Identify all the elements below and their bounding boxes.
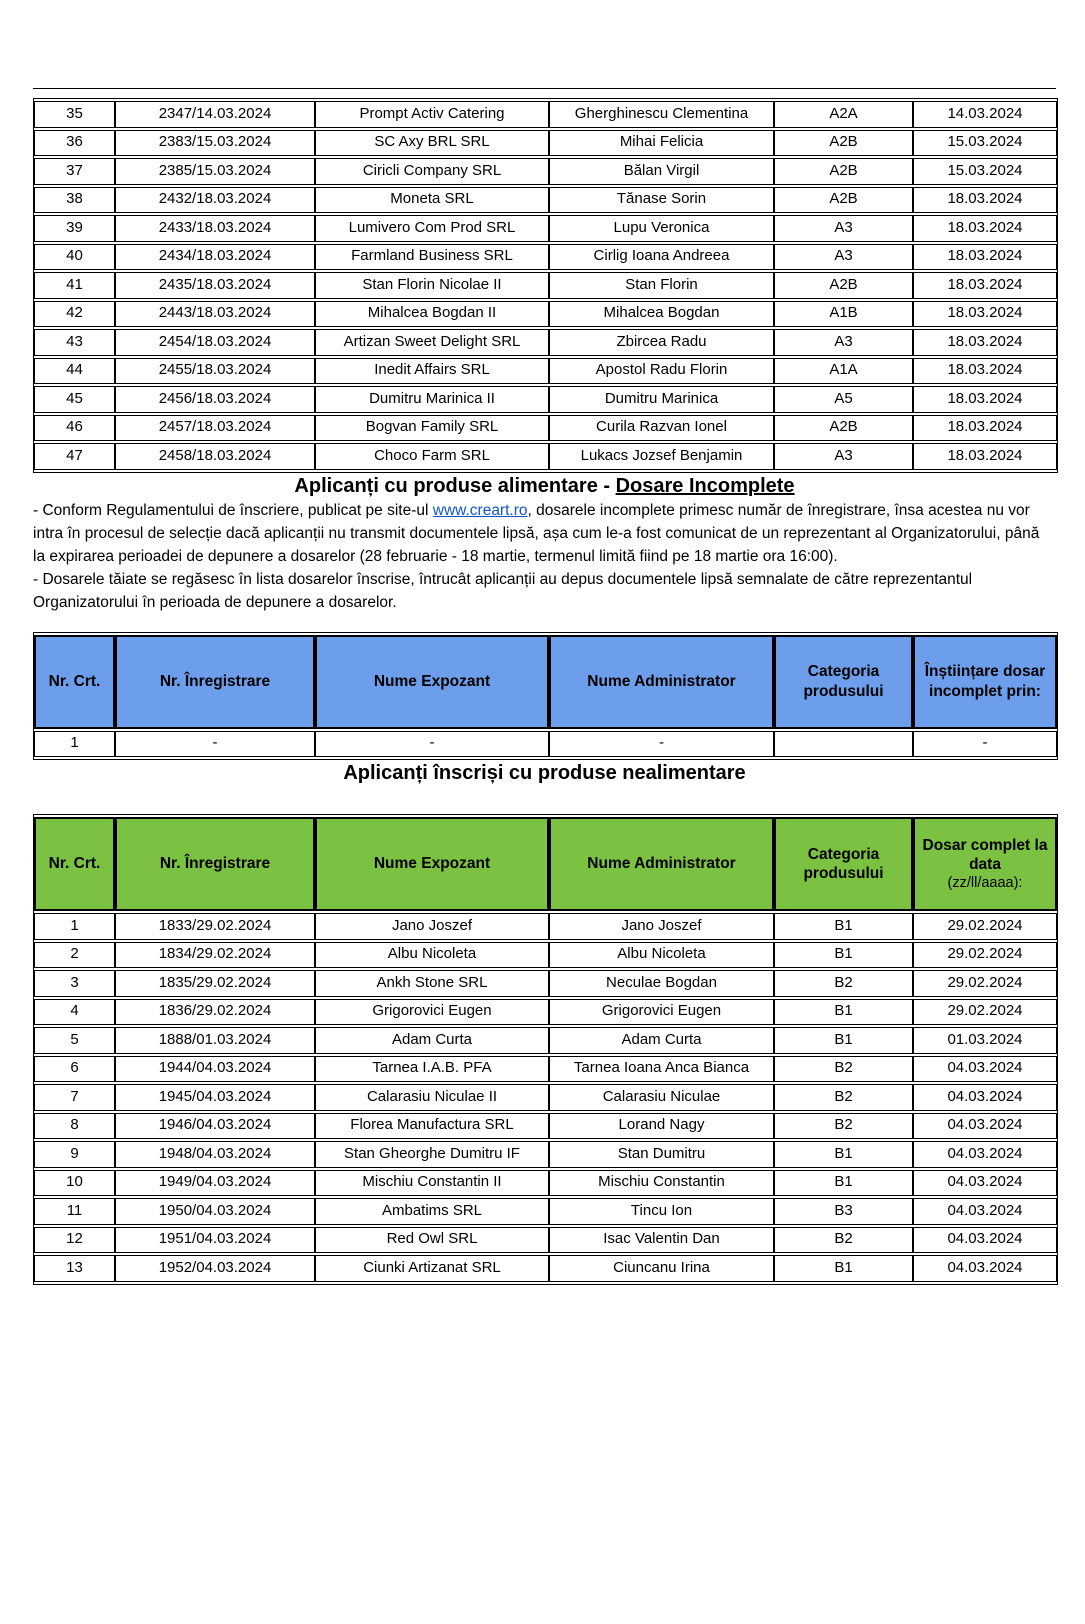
table-cell: Ambatims SRL <box>315 1198 549 1225</box>
table-row <box>34 272 1057 299</box>
table-cell: Stan Florin Nicolae II <box>315 272 549 299</box>
table-cell: Tănase Sorin <box>549 187 774 214</box>
table-cell: Gherghinescu Clementina <box>549 101 774 128</box>
table-cell: Calarasiu Niculae <box>549 1084 774 1111</box>
table-cell: Red Owl SRL <box>315 1227 549 1254</box>
table-cell: 18.03.2024 <box>913 215 1057 242</box>
table-cell: B2 <box>774 1113 913 1140</box>
table-row <box>34 1141 1057 1168</box>
table-cell: Adam Curta <box>315 1027 549 1054</box>
table-cell: Mischiu Constantin <box>549 1170 774 1197</box>
heading-incomplete-dossiers <box>33 473 1056 499</box>
table-cell: 18.03.2024 <box>913 386 1057 413</box>
table-row <box>34 1198 1057 1225</box>
table-cell: Isac Valentin Dan <box>549 1227 774 1254</box>
table-row <box>34 158 1057 185</box>
table-cell: 18.03.2024 <box>913 358 1057 385</box>
table-cell: 14.03.2024 <box>913 101 1057 128</box>
table-cell: - <box>549 731 774 758</box>
col-header-categoria-produsului: Categoria produsului <box>774 635 913 729</box>
table-cell: Lumivero Com Prod SRL <box>315 215 549 242</box>
paragraph-rules-after-link: , dosarele incomplete primesc număr de înregistrare, însa acestea nu vor intra în procesul de selecție dacă aplicanții nu transmit documentele lipsă, așa cum le-a fost comunicat de un reprezentant al Organizatorului, până la expirarea perioadei de depunere a dosarelor (28 februarie - 18 martie, termenul limită fiind pe 18 martie ora 16:00). <box>33 501 1040 565</box>
table-cell: Stan Dumitru <box>549 1141 774 1168</box>
table-row <box>34 1056 1057 1083</box>
table-row <box>34 101 1057 128</box>
table-cell: 36 <box>34 130 115 157</box>
table-cell: B2 <box>774 1227 913 1254</box>
incomplete-table-body <box>34 731 1057 758</box>
table-cell: 04.03.2024 <box>913 1227 1057 1254</box>
table-cell: Stan Gheorghe Dumitru IF <box>315 1141 549 1168</box>
table-cell: Grigorovici Eugen <box>315 999 549 1026</box>
table-cell: 2454/18.03.2024 <box>115 329 315 356</box>
table-cell: 11 <box>34 1198 115 1225</box>
table-row <box>34 301 1057 328</box>
table-cell: 37 <box>34 158 115 185</box>
table-cell: 35 <box>34 101 115 128</box>
table-row <box>34 443 1057 470</box>
col-header-nume-expozant: Nume Expozant <box>315 635 549 729</box>
table-cell: Calarasiu Niculae II <box>315 1084 549 1111</box>
table-cell: 29.02.2024 <box>913 999 1057 1026</box>
table-row <box>34 970 1057 997</box>
table-cell: 04.03.2024 <box>913 1255 1057 1282</box>
table-cell: Jano Joszef <box>549 913 774 940</box>
table-cell: 15.03.2024 <box>913 158 1057 185</box>
table-cell: Albu Nicoleta <box>315 942 549 969</box>
table-cell: 04.03.2024 <box>913 1198 1057 1225</box>
table-row <box>34 731 1057 758</box>
table-cell: Ciunki Artizanat SRL <box>315 1255 549 1282</box>
table-cell: Choco Farm SRL <box>315 443 549 470</box>
table-cell: B1 <box>774 1255 913 1282</box>
nonfood-table-body <box>34 913 1057 1282</box>
table-cell: A3 <box>774 329 913 356</box>
paragraph-rules-before-link: - Conform Regulamentului de înscriere, publicat pe site-ul <box>33 501 433 519</box>
table-cell: 2385/15.03.2024 <box>115 158 315 185</box>
table-cell: 15.03.2024 <box>913 130 1057 157</box>
table-cell: 29.02.2024 <box>913 970 1057 997</box>
table-cell: B1 <box>774 1141 913 1168</box>
col-header-nume-administrator: Nume Administrator <box>549 817 774 911</box>
table-cell: 2456/18.03.2024 <box>115 386 315 413</box>
table-cell: Zbircea Radu <box>549 329 774 356</box>
table-cell: 2433/18.03.2024 <box>115 215 315 242</box>
table-cell: 1946/04.03.2024 <box>115 1113 315 1140</box>
table-cell: Mihalcea Bogdan <box>549 301 774 328</box>
col-header-nume-administrator: Nume Administrator <box>549 635 774 729</box>
table-cell: 12 <box>34 1227 115 1254</box>
table-cell: 18.03.2024 <box>913 329 1057 356</box>
table-cell: A2A <box>774 101 913 128</box>
table-cell: Farmland Business SRL <box>315 244 549 271</box>
table-row <box>34 386 1057 413</box>
table-cell: Tarnea I.A.B. PFA <box>315 1056 549 1083</box>
table-cell: - <box>115 731 315 758</box>
table-cell: 1944/04.03.2024 <box>115 1056 315 1083</box>
heading-incomplete-prefix: Aplicanți cu produse alimentare - <box>294 474 616 497</box>
table-cell: 2458/18.03.2024 <box>115 443 315 470</box>
table-cell: 42 <box>34 301 115 328</box>
table-cell: A3 <box>774 443 913 470</box>
table-cell: 18.03.2024 <box>913 301 1057 328</box>
table-cell: 5 <box>34 1027 115 1054</box>
table-cell: Prompt Activ Catering <box>315 101 549 128</box>
table-cell: Adam Curta <box>549 1027 774 1054</box>
table-cell: A2B <box>774 187 913 214</box>
table-cell: Cirlig Ioana Andreea <box>549 244 774 271</box>
date-format-note: (zz/ll/aaaa): <box>947 875 1023 892</box>
table-cell: A1B <box>774 301 913 328</box>
incomplete-dossiers-table <box>33 632 1058 761</box>
table-row <box>34 415 1057 442</box>
table-cell: 10 <box>34 1170 115 1197</box>
table-cell: 1835/29.02.2024 <box>115 970 315 997</box>
table-cell: 18.03.2024 <box>913 272 1057 299</box>
table-cell: 1949/04.03.2024 <box>115 1170 315 1197</box>
table-cell: Curila Razvan Ionel <box>549 415 774 442</box>
table-cell: A2B <box>774 272 913 299</box>
table-row <box>34 942 1057 969</box>
col-header-instiintare: Înștiințare dosar incomplet prin: <box>913 635 1057 729</box>
table-cell: 45 <box>34 386 115 413</box>
table-cell: 1888/01.03.2024 <box>115 1027 315 1054</box>
table-cell: Lorand Nagy <box>549 1113 774 1140</box>
table-cell: 01.03.2024 <box>913 1027 1057 1054</box>
col-header-nr-crt: Nr. Crt. <box>34 817 115 911</box>
table-cell: 18.03.2024 <box>913 443 1057 470</box>
table-cell: 46 <box>34 415 115 442</box>
table-cell: A1A <box>774 358 913 385</box>
table-cell: 2347/14.03.2024 <box>115 101 315 128</box>
table-cell: 29.02.2024 <box>913 942 1057 969</box>
table-cell: A5 <box>774 386 913 413</box>
col-header-nr-inregistrare: Nr. Înregistrare <box>115 635 315 729</box>
creart-link[interactable]: www.creart.ro <box>432 501 528 519</box>
table-cell: 43 <box>34 329 115 356</box>
food-applicants-table-body <box>34 101 1057 470</box>
table-cell: Dumitru Marinica <box>549 386 774 413</box>
col-header-nr-crt: Nr. Crt. <box>34 635 115 729</box>
table-cell: 40 <box>34 244 115 271</box>
table-cell: 2432/18.03.2024 <box>115 187 315 214</box>
table-cell: Florea Manufactura SRL <box>315 1113 549 1140</box>
table-cell: 29.02.2024 <box>913 913 1057 940</box>
table-cell: 2434/18.03.2024 <box>115 244 315 271</box>
table-cell: Ankh Stone SRL <box>315 970 549 997</box>
food-applicants-table <box>33 98 1058 473</box>
table-cell: Lupu Veronica <box>549 215 774 242</box>
table-cell: 18.03.2024 <box>913 187 1057 214</box>
table-cell: 2435/18.03.2024 <box>115 272 315 299</box>
table-cell: 44 <box>34 358 115 385</box>
table-cell: 1948/04.03.2024 <box>115 1141 315 1168</box>
col-header-categoria-produsului: Categoria produsului <box>774 817 913 911</box>
table-cell: 1950/04.03.2024 <box>115 1198 315 1225</box>
table-cell: B1 <box>774 913 913 940</box>
document-page <box>33 88 1056 1285</box>
table-cell: A3 <box>774 215 913 242</box>
table-cell: 2455/18.03.2024 <box>115 358 315 385</box>
table-cell: 04.03.2024 <box>913 1141 1057 1168</box>
table-cell: 2443/18.03.2024 <box>115 301 315 328</box>
paragraph-crossed-dossiers: - Dosarele tăiate se regăsesc în lista dosarelor înscrise, întrucât aplicanții au depus documentele lipsă semnalate de către reprezentantul Organizatorului în perioada de depunere a dosarelor. <box>33 570 973 611</box>
table-cell: B1 <box>774 942 913 969</box>
table-cell: 18.03.2024 <box>913 244 1057 271</box>
table-cell: Dumitru Marinica II <box>315 386 549 413</box>
table-cell: 39 <box>34 215 115 242</box>
table-row <box>34 1084 1057 1111</box>
paragraph-rules <box>33 499 1048 568</box>
table-cell: - <box>913 731 1057 758</box>
table-cell: 18.03.2024 <box>913 415 1057 442</box>
table-cell: - <box>315 731 549 758</box>
table-cell: B3 <box>774 1198 913 1225</box>
table-cell: B1 <box>774 1027 913 1054</box>
table-cell: Grigorovici Eugen <box>549 999 774 1026</box>
table-cell: 7 <box>34 1084 115 1111</box>
table-cell: 41 <box>34 272 115 299</box>
col-header-nr-inregistrare: Nr. Înregistrare <box>115 817 315 911</box>
table-cell: 38 <box>34 187 115 214</box>
table-row <box>34 1227 1057 1254</box>
table-cell: SC Axy BRL SRL <box>315 130 549 157</box>
table-continuation-line <box>33 88 1056 89</box>
table-cell: 1951/04.03.2024 <box>115 1227 315 1254</box>
table-row <box>34 329 1057 356</box>
table-cell: Mischiu Constantin II <box>315 1170 549 1197</box>
table-cell: B2 <box>774 1056 913 1083</box>
table-cell: Bogvan Family SRL <box>315 415 549 442</box>
table-cell: 2457/18.03.2024 <box>115 415 315 442</box>
table-cell: 1945/04.03.2024 <box>115 1084 315 1111</box>
table-cell: 9 <box>34 1141 115 1168</box>
table-cell: 47 <box>34 443 115 470</box>
heading-incomplete-underlined: Dosare Incomplete <box>615 474 795 497</box>
table-cell: 1836/29.02.2024 <box>115 999 315 1026</box>
col-header-dosar-complet-label: Dosar complet la data <box>922 836 1048 873</box>
col-header-dosar-complet <box>913 817 1057 911</box>
table-cell: B2 <box>774 970 913 997</box>
table-row <box>34 1113 1057 1140</box>
table-cell: 8 <box>34 1113 115 1140</box>
table-cell: Lukacs Jozsef Benjamin <box>549 443 774 470</box>
table-cell: Ciricli Company SRL <box>315 158 549 185</box>
table-cell: 04.03.2024 <box>913 1056 1057 1083</box>
table-cell: A2B <box>774 158 913 185</box>
col-header-nume-expozant: Nume Expozant <box>315 817 549 911</box>
table-row <box>34 913 1057 940</box>
nonfood-applicants-table <box>33 814 1058 1285</box>
table-row <box>34 1170 1057 1197</box>
heading-nonfood-applicants: Aplicanți înscriși cu produse nealimentare <box>343 762 746 784</box>
table-cell: 04.03.2024 <box>913 1084 1057 1111</box>
table-cell: 04.03.2024 <box>913 1113 1057 1140</box>
table-cell: Tincu Ion <box>549 1198 774 1225</box>
table-cell: 1834/29.02.2024 <box>115 942 315 969</box>
table-cell: Tarnea Ioana Anca Bianca <box>549 1056 774 1083</box>
table-cell <box>774 731 913 758</box>
table-row <box>34 999 1057 1026</box>
table-cell: 3 <box>34 970 115 997</box>
table-cell: Mihai Felicia <box>549 130 774 157</box>
table-cell: 4 <box>34 999 115 1026</box>
table-cell: A2B <box>774 415 913 442</box>
table-cell: 1 <box>34 913 115 940</box>
table-row <box>34 187 1057 214</box>
table-row <box>34 1027 1057 1054</box>
table-cell: 13 <box>34 1255 115 1282</box>
incomplete-table-header-row <box>34 635 1057 729</box>
table-cell: 2383/15.03.2024 <box>115 130 315 157</box>
table-row <box>34 215 1057 242</box>
table-cell: Apostol Radu Florin <box>549 358 774 385</box>
table-cell: Moneta SRL <box>315 187 549 214</box>
table-row <box>34 130 1057 157</box>
table-cell: Ciuncanu Irina <box>549 1255 774 1282</box>
table-cell: Mihalcea Bogdan II <box>315 301 549 328</box>
table-row <box>34 244 1057 271</box>
table-cell: B1 <box>774 999 913 1026</box>
table-cell: Albu Nicoleta <box>549 942 774 969</box>
nonfood-table-header-row <box>34 817 1057 911</box>
table-cell: 04.03.2024 <box>913 1170 1057 1197</box>
table-cell: Bălan Virgil <box>549 158 774 185</box>
table-cell: Artizan Sweet Delight SRL <box>315 329 549 356</box>
table-cell: 6 <box>34 1056 115 1083</box>
table-cell: B1 <box>774 1170 913 1197</box>
table-cell: Jano Joszef <box>315 913 549 940</box>
table-cell: B2 <box>774 1084 913 1111</box>
table-row <box>34 1255 1057 1282</box>
table-cell: 1952/04.03.2024 <box>115 1255 315 1282</box>
table-cell: 1 <box>34 731 115 758</box>
table-cell: 2 <box>34 942 115 969</box>
table-cell: Neculae Bogdan <box>549 970 774 997</box>
table-row <box>34 358 1057 385</box>
table-cell: Stan Florin <box>549 272 774 299</box>
table-cell: 1833/29.02.2024 <box>115 913 315 940</box>
table-cell: A3 <box>774 244 913 271</box>
table-cell: A2B <box>774 130 913 157</box>
table-cell: Inedit Affairs SRL <box>315 358 549 385</box>
